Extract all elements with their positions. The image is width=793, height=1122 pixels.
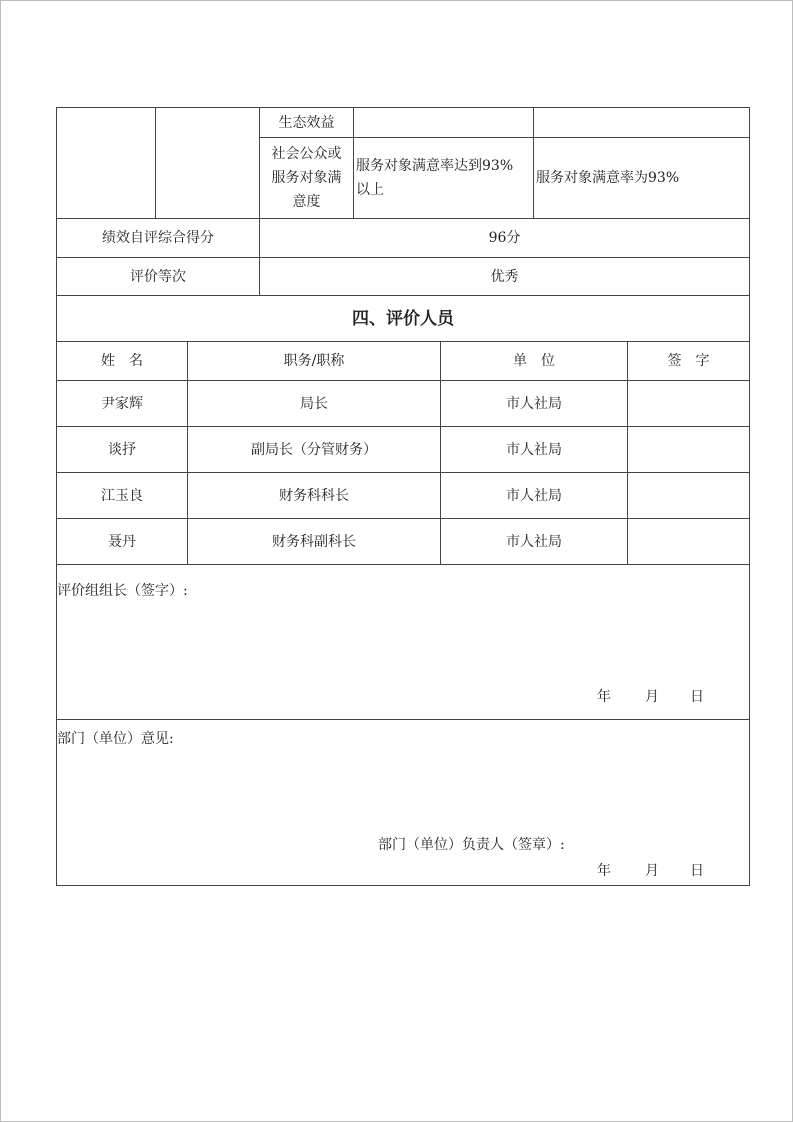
header-unit: 单 位 xyxy=(440,341,628,381)
eco-actual-cell xyxy=(533,107,750,138)
header-signature: 签 字 xyxy=(627,341,750,381)
score-value: 96分 xyxy=(259,218,750,258)
row-title: 财务科副科长 xyxy=(187,518,441,565)
header-name: 姓 名 xyxy=(56,341,188,381)
dept-label: 部门（单位）意见: xyxy=(57,731,174,747)
dept-signer-label: 部门（单位）负责人（签章）: xyxy=(378,837,565,853)
row-signature[interactable] xyxy=(627,426,750,473)
row-unit: 市人社局 xyxy=(440,518,628,565)
satisfaction-target: 服务对象满意率达到93%以上 xyxy=(353,137,534,219)
row-signature[interactable] xyxy=(627,518,750,565)
section-title: 四、评价人员 xyxy=(56,295,750,342)
empty-cell xyxy=(155,107,260,219)
leader-month: 月 xyxy=(645,689,659,705)
dept-month: 月 xyxy=(645,863,659,879)
leader-day: 日 xyxy=(690,689,704,705)
eco-benefit-label: 生态效益 xyxy=(259,107,354,138)
row-title: 副局长（分管财务） xyxy=(187,426,441,473)
row-signature[interactable] xyxy=(627,380,750,427)
row-name: 聂丹 xyxy=(56,518,188,565)
dept-day: 日 xyxy=(690,863,704,879)
row-name: 江玉良 xyxy=(56,472,188,519)
leader-year: 年 xyxy=(597,689,611,705)
leader-label: 评价组组长（签字）: xyxy=(57,583,188,599)
empty-cell xyxy=(56,107,156,219)
row-signature[interactable] xyxy=(627,472,750,519)
satisfaction-label: 社会公众或服务对象满意度 xyxy=(259,137,354,219)
score-label: 绩效自评综合得分 xyxy=(56,218,260,258)
row-title: 局长 xyxy=(187,380,441,427)
row-title: 财务科科长 xyxy=(187,472,441,519)
grade-label: 评价等次 xyxy=(56,257,260,296)
row-unit: 市人社局 xyxy=(440,472,628,519)
eco-target-cell xyxy=(353,107,534,138)
dept-year: 年 xyxy=(597,863,611,879)
grade-value: 优秀 xyxy=(259,257,750,296)
row-name: 谈抒 xyxy=(56,426,188,473)
header-title: 职务/职称 xyxy=(187,341,441,381)
row-name: 尹家辉 xyxy=(56,380,188,427)
row-unit: 市人社局 xyxy=(440,426,628,473)
row-unit: 市人社局 xyxy=(440,380,628,427)
satisfaction-actual: 服务对象满意率为93% xyxy=(533,137,750,219)
